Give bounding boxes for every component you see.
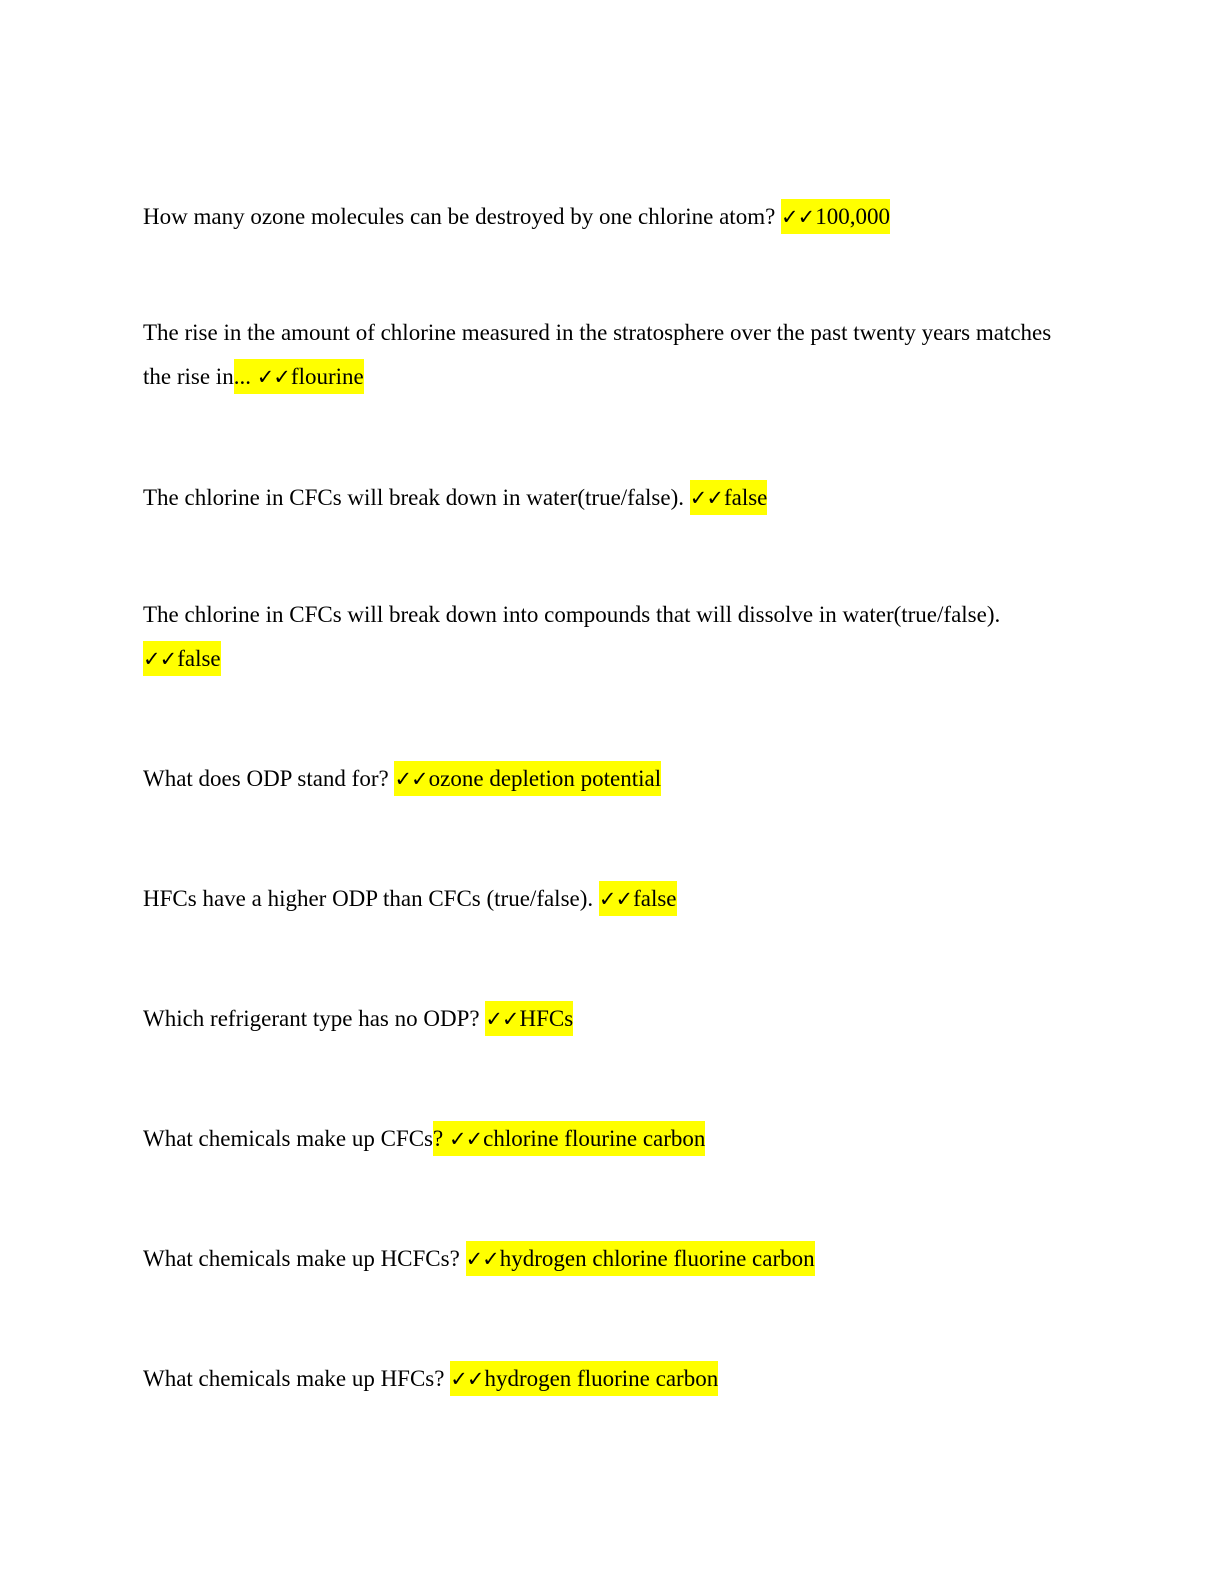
- question-text: Which refrigerant type has no ODP?: [143, 1006, 486, 1031]
- qa-item-9: [143, 1237, 1083, 1281]
- qa-item-8: [143, 1117, 1083, 1161]
- answer-text: ozone depletion potential: [428, 766, 662, 791]
- answer-highlight: [433, 1121, 705, 1156]
- answer-highlight: [466, 1241, 815, 1276]
- highlight-prefix: ?: [433, 1126, 449, 1151]
- double-check-icon: ✓✓: [256, 365, 290, 389]
- qa-item-6: [143, 877, 1083, 921]
- answer-highlight: [599, 881, 677, 916]
- double-check-icon: ✓✓: [450, 1367, 484, 1391]
- qa-item-2: [143, 311, 1083, 399]
- answer-text: chlorine flourine carbon: [483, 1126, 706, 1151]
- answer-highlight: [690, 480, 768, 515]
- answer-text: 100,000: [815, 204, 890, 229]
- answer-text: false: [177, 646, 221, 671]
- answer-highlight: [234, 359, 364, 394]
- answer-highlight: [450, 1361, 718, 1396]
- qa-item-4: [143, 593, 1083, 681]
- question-text: What chemicals make up HFCs?: [143, 1366, 451, 1391]
- question-text: What does ODP stand for?: [143, 766, 395, 791]
- answer-text: flourine: [290, 364, 364, 389]
- qa-item-10: [143, 1357, 1083, 1401]
- question-text: How many ozone molecules can be destroyed by one chlorine atom?: [143, 204, 782, 229]
- answer-text: hydrogen chlorine fluorine carbon: [499, 1246, 815, 1271]
- answer-text: false: [723, 485, 768, 510]
- question-text: The chlorine in CFCs will break down into compounds that will dissolve in water(true/false).: [143, 602, 1001, 627]
- double-check-icon: ✓✓: [394, 767, 428, 791]
- answer-text: hydrogen fluorine carbon: [484, 1366, 719, 1391]
- qa-item-5: [143, 757, 1083, 801]
- answer-highlight: [781, 199, 890, 234]
- answer-text: HFCs: [519, 1006, 574, 1031]
- answer-highlight: [143, 641, 221, 676]
- double-check-icon: ✓✓: [448, 1127, 483, 1151]
- question-text: The rise in the amount of chlorine measured in the stratosphere over the past twenty years matches the rise in: [143, 320, 1052, 389]
- question-text: HFCs have a higher ODP than CFCs (true/false).: [143, 886, 599, 911]
- question-text: What chemicals make up HCFCs?: [143, 1246, 466, 1271]
- double-check-icon: ✓✓: [485, 1007, 519, 1031]
- qa-item-3: [143, 476, 1083, 520]
- double-check-icon: ✓✓: [143, 647, 177, 671]
- answer-highlight: [394, 761, 661, 796]
- double-check-icon: ✓✓: [689, 486, 723, 510]
- question-text: What chemicals make up CFCs: [143, 1126, 433, 1151]
- double-check-icon: ✓✓: [465, 1247, 499, 1271]
- question-text: The chlorine in CFCs will break down in water(true/false).: [143, 485, 690, 510]
- answer-highlight: [485, 1001, 573, 1036]
- qa-item-7: [143, 997, 1083, 1041]
- double-check-icon: ✓✓: [781, 205, 815, 229]
- highlight-prefix: ...: [233, 364, 257, 389]
- qa-item-1: [143, 195, 1083, 239]
- double-check-icon: ✓✓: [598, 887, 633, 911]
- answer-text: false: [633, 886, 677, 911]
